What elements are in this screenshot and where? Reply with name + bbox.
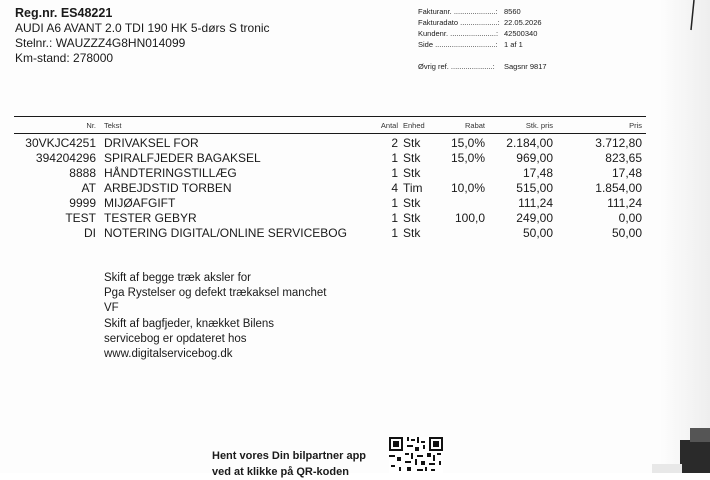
note-line: VF [104,302,119,315]
mileage: Km-stand: 278000 [15,51,114,65]
meta-label: Kundenr. ......................: [418,29,499,38]
row-antal: 2 [391,136,398,150]
row-pris: 823,65 [605,151,642,165]
row-rabat: 10,0% [450,181,485,195]
row-rabat: 15,0% [450,136,485,150]
header-nr: Nr. [86,121,96,130]
qr-code-icon[interactable] [389,437,443,473]
table-header-rule [14,133,646,134]
row-stk-pris: 2.184,00 [506,136,553,150]
reg-number: Reg.nr. ES48221 [15,6,113,20]
vertical-stamp [647,150,655,210]
row-rabat: 100,0 [454,211,485,225]
meta-value: 42500340 [504,29,538,38]
header-stk-pris: Stk. pris [525,121,553,130]
row-enhed: Stk [403,166,421,180]
row-enhed: Stk [403,226,421,240]
app-promo-line2: ved at klikke på QR-koden [212,466,349,478]
row-stk-pris: 50,00 [522,226,553,240]
row-nr: 8888 [69,166,96,180]
meta-value: 1 af 1 [504,40,523,49]
row-enhed: Stk [403,196,421,210]
row-antal: 1 [391,196,398,210]
row-nr: TEST [65,211,96,225]
meta-label: Øvrig ref. ....................: [418,62,495,71]
row-tekst: HÅNDTERINGSTILLÆG [104,166,237,180]
work-notes [104,271,326,362]
row-stk-pris: 111,24 [518,196,553,210]
row-pris: 111,24 [607,196,642,210]
row-pris: 50,00 [611,226,642,240]
invoice-meta [418,6,547,72]
note-line: Skift af begge træk aksler for [104,272,252,284]
meta-label: Fakturadato ..................: [418,18,500,27]
meta-row-other-ref [418,61,547,72]
row-pris: 3.712,80 [595,136,642,150]
row-tekst: DRIVAKSEL FOR [104,136,199,150]
row-stk-pris: 17,48 [522,166,553,180]
row-nr: DI [84,226,96,240]
meta-row-invoice-no [418,6,547,17]
meta-value: 22.05.2026 [504,18,542,27]
row-tekst: TESTER GEBYR [104,211,197,225]
row-tekst: ARBEJDSTID TORBEN [104,181,232,195]
row-nr: AT [81,181,96,195]
meta-value: 8560 [504,7,521,16]
note-line: Pga Rystelser og defekt trækaksel manchet [104,287,327,300]
header-rabat: Rabat [464,121,485,130]
row-tekst: NOTERING DIGITAL/ONLINE SERVICEBOG [104,226,347,240]
table-top-rule [14,116,646,117]
row-enhed: Stk [403,151,421,165]
row-stk-pris: 515,00 [516,181,553,195]
app-promo-line1: Hent vores Din bilpartner app [212,450,367,462]
row-enhed: Stk [403,211,421,225]
chassis-number: Stelnr.: WAUZZZ4G8HN014099 [15,36,186,50]
meta-label: Fakturanr. ....................: [418,7,498,16]
note-line: Skift af bagfjeder, knækket Bilens [104,317,275,330]
row-pris: 17,48 [611,166,642,180]
row-pris: 1.854,00 [595,181,642,195]
row-nr: 9999 [69,196,96,210]
row-antal: 1 [391,211,398,225]
row-tekst: SPIRALFJEDER BAGAKSEL [104,151,261,165]
row-enhed: Stk [403,136,421,150]
note-line: www.digitalservicebog.dk [104,348,233,361]
meta-row-customer-no [418,28,547,39]
header-pris: Pris [629,121,642,130]
page-shadow [660,0,710,473]
row-antal: 4 [391,181,398,195]
vehicle-model: AUDI A6 AVANT 2.0 TDI 190 HK 5-dørs S tronic [15,21,270,35]
row-enhed: Tim [403,181,423,195]
row-antal: 1 [391,226,398,240]
row-rabat: 15,0% [450,151,485,165]
app-promo [212,448,366,480]
meta-value: Sagsnr 9817 [504,62,547,71]
meta-label: Side .............................: [418,40,498,49]
header-antal: Antal [380,121,398,130]
header-tekst: Tekst [104,121,122,130]
note-line: servicebog er opdateret hos [104,332,247,345]
vehicle-info [15,6,270,66]
meta-row-invoice-date [418,17,547,28]
corner-mark [690,0,710,40]
row-nr: 394204296 [35,151,96,165]
row-stk-pris: 249,00 [516,211,553,225]
header-enhed: Enhed [403,121,425,130]
corner-decoration [652,420,710,473]
row-antal: 1 [391,166,398,180]
row-nr: 30VKJC4251 [25,136,96,150]
row-pris: 0,00 [618,211,642,225]
meta-row-page [418,39,547,50]
row-antal: 1 [391,151,398,165]
row-stk-pris: 969,00 [516,151,553,165]
row-tekst: MIJØAFGIFT [104,196,176,210]
